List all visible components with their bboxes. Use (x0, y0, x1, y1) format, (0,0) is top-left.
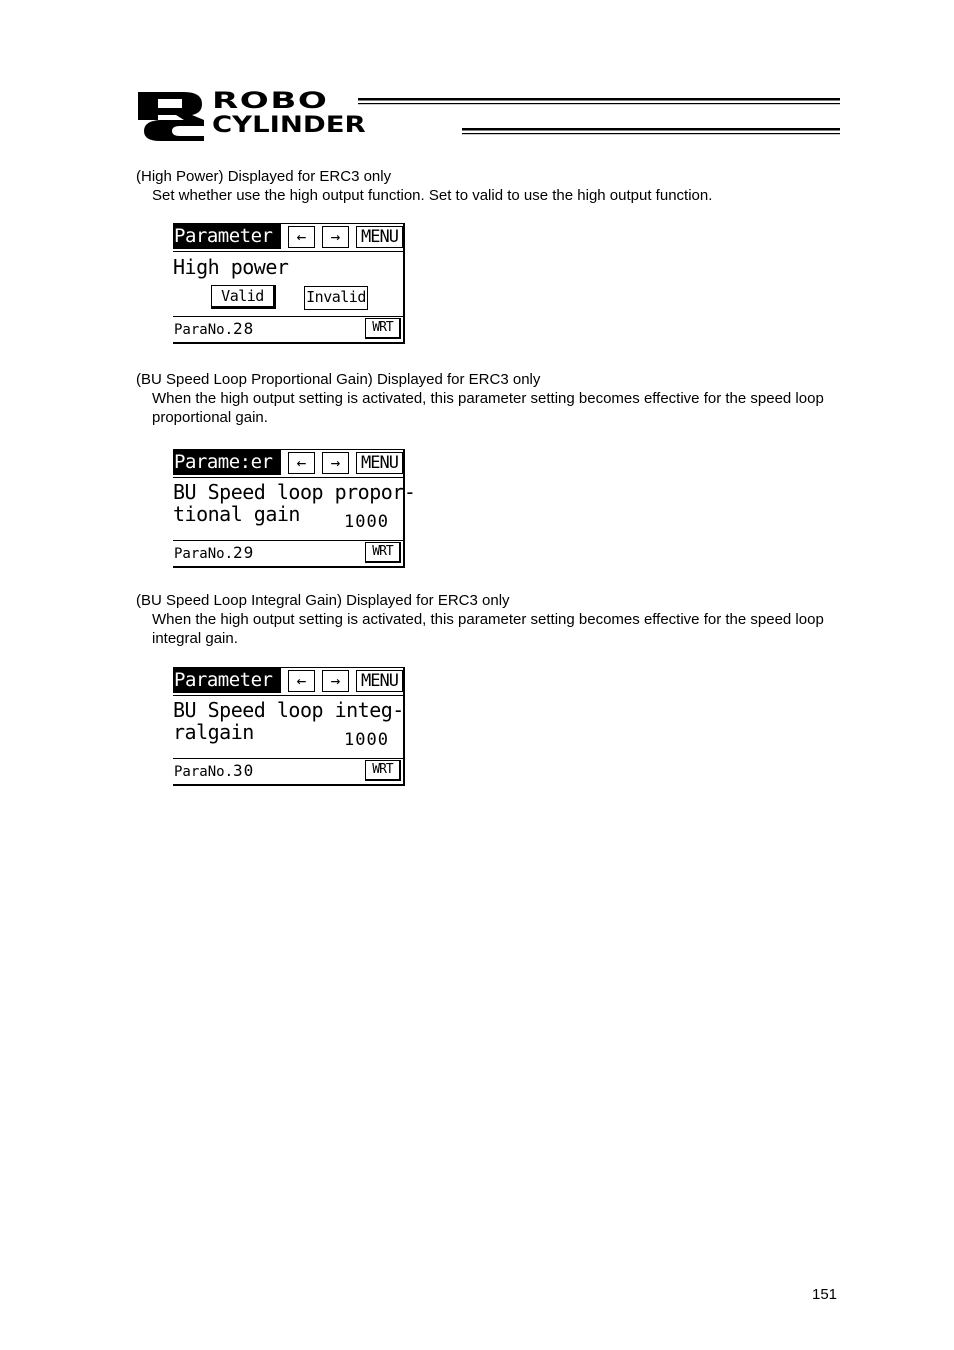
lcd-title: Parame:er (173, 450, 281, 475)
para-label: ParaNo. (174, 764, 234, 780)
parameter-value[interactable]: 1000 (344, 730, 389, 750)
menu-key[interactable]: MENU (356, 226, 403, 248)
lcd-title-bar (173, 450, 403, 478)
section-heading-proportional-gain: (BU Speed Loop Proportional Gain) Displayed for ERC3 only (136, 371, 541, 388)
para-label: ParaNo. (174, 546, 234, 562)
lcd-footer (173, 758, 403, 784)
logo-text-robo: ROBO (212, 89, 329, 114)
section-description-integral-gain: When the high output setting is activated, this parameter setting becomes effective for the speed loop integral gain. (152, 611, 824, 647)
logo-text-cylinder: CYLINDER (212, 113, 366, 138)
lcd-title-bar (173, 224, 403, 252)
write-key[interactable]: WRT (365, 760, 401, 781)
lcd-parameter-name-line2: ralgain (173, 720, 254, 744)
section-heading-high-power: (High Power) Displayed for ERC3 only (136, 168, 392, 185)
menu-key[interactable]: MENU (356, 670, 403, 692)
lcd-parameter-name-line2: tional gain (173, 502, 300, 526)
parameter-value[interactable]: 1000 (344, 512, 389, 532)
right-arrow-key[interactable]: → (322, 452, 349, 474)
para-number: 29 (233, 543, 255, 562)
right-arrow-key[interactable]: → (322, 226, 349, 248)
lcd-footer (173, 540, 403, 566)
section-description-proportional-gain: When the high output setting is activated, this parameter setting becomes effective for the speed loop proportional gain. (152, 390, 824, 426)
lcd-parameter-name-line1: BU Speed loop integ- (173, 698, 404, 722)
lcd-title-bar (173, 668, 403, 696)
lcd-screen-para-30 (173, 667, 405, 786)
menu-key[interactable]: MENU (356, 452, 403, 474)
lcd-footer (173, 316, 403, 342)
parameter-number-label (174, 544, 254, 563)
write-key[interactable]: WRT (365, 318, 401, 339)
parameter-number-label (174, 762, 254, 781)
para-label: ParaNo. (174, 322, 234, 338)
lcd-title: Parameter (173, 668, 281, 693)
robo-cylinder-logo (136, 90, 840, 142)
para-number: 28 (233, 319, 255, 338)
write-key[interactable]: WRT (365, 542, 401, 563)
left-arrow-key[interactable]: ← (288, 226, 315, 248)
para-number: 30 (233, 761, 255, 780)
page-number: 151 (812, 1286, 838, 1303)
invalid-option-button[interactable]: Invalid (304, 286, 368, 310)
parameter-number-label (174, 320, 254, 339)
left-arrow-key[interactable]: ← (288, 670, 315, 692)
lcd-title: Parameter (173, 224, 281, 249)
right-arrow-key[interactable]: → (322, 670, 349, 692)
left-arrow-key[interactable]: ← (288, 452, 315, 474)
lcd-screen-para-29 (173, 449, 416, 568)
section-description-high-power: Set whether use the high output function. Set to valid to use the high output function. (152, 187, 713, 204)
lcd-screen-para-28 (173, 223, 405, 344)
valid-option-button[interactable]: Valid (211, 285, 276, 309)
lcd-parameter-name: High power (173, 255, 289, 279)
section-heading-integral-gain: (BU Speed Loop Integral Gain) Displayed for ERC3 only (136, 592, 510, 609)
lcd-parameter-name-line1: BU Speed loop propor- (173, 480, 416, 504)
